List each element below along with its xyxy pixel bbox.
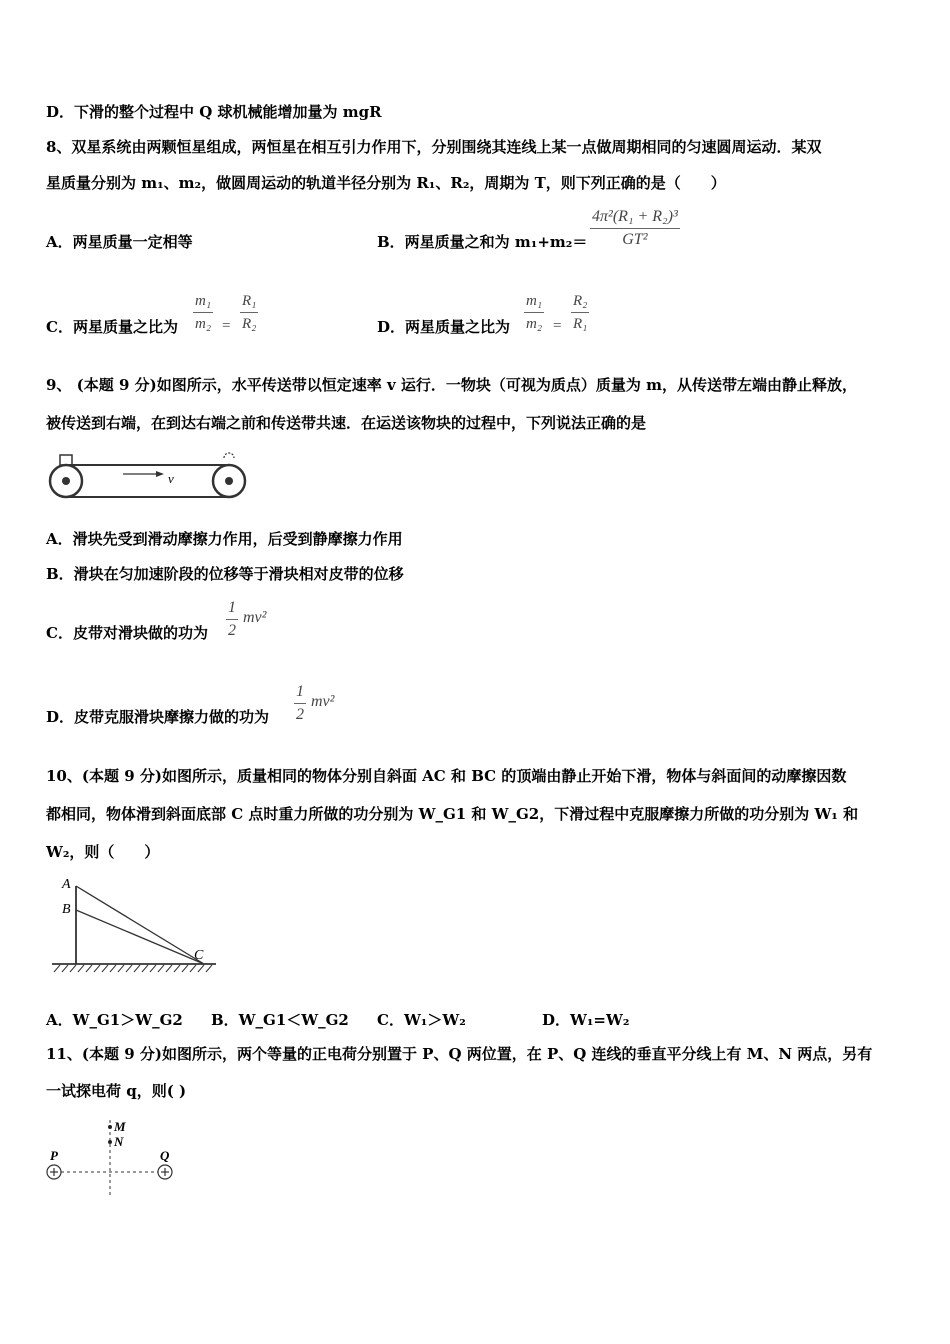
point-n-label: N — [114, 1134, 124, 1149]
q8-option-d-left-num: m₁ — [524, 290, 544, 313]
q10-stem-line1: 10、(本题 9 分)如图所示，质量相同的物体分别自斜面 AC 和 BC 的顶端由静止开始下滑，物体与斜面间的动摩擦因数 — [46, 767, 847, 785]
q10-option-c: C．W₁＞W₂ — [377, 1011, 466, 1029]
q8-option-b: B．两星质量之和为 m₁+m₂＝ — [377, 233, 588, 251]
left-pulley-axle — [62, 477, 70, 485]
point-c-label: C — [194, 948, 204, 963]
charges-figure — [40, 1116, 185, 1198]
q9-option-d-num: 1 — [294, 681, 306, 704]
q8-option-c: C．两星质量之比为 — [46, 318, 178, 336]
q9-option-c-fraction — [226, 597, 238, 642]
q7-option-d: D．下滑的整个过程中 Q 球机械能增加量为 mgR — [46, 103, 382, 121]
incline-bc — [76, 910, 204, 964]
incline-ac — [76, 886, 204, 964]
q9-stem-line1: 9、 (本题 9 分)如图所示，水平传送带以恒定速率 v 运行．一物块（可视为质点）质量为 m，从传送带左端由静止释放， — [46, 376, 857, 394]
q8-option-d-right-fraction — [571, 290, 589, 335]
q8-option-c-right-den: R₂ — [242, 316, 257, 332]
point-m — [108, 1125, 112, 1129]
q8-option-c-left-den: m₂ — [195, 316, 212, 332]
velocity-label: v — [168, 471, 174, 486]
q9-option-c-den: 2 — [228, 622, 236, 639]
q8-option-c-left-num: m₁ — [193, 290, 213, 313]
q8-option-d-right-den: R₁ — [573, 316, 588, 332]
ground-hatching — [54, 965, 212, 972]
q8-stem-line2: 星质量分别为 m₁、m₂，做圆周运动的轨道半径分别为 R₁、R₂，周期为 T，则下列正确的是（ ） — [46, 174, 726, 192]
q10-option-b: B．W_G1＜W_G2 — [211, 1011, 349, 1029]
q11-stem-line2: 一试探电荷 q，则( ) — [46, 1082, 187, 1100]
incline-figure — [46, 872, 221, 980]
q8-option-b-numerator: 4π²(R₁ + R₂)³ — [590, 206, 680, 229]
q8-stem-line1: 8、双星系统由两颗恒星组成，两恒星在相互引力作用下，分别围绕其连线上某一点做周期相同的匀速圆周运动．某双 — [46, 138, 822, 156]
q9-option-a: A．滑块先受到滑动摩擦力作用，后受到静摩擦力作用 — [46, 530, 403, 548]
point-m-label: M — [114, 1119, 126, 1134]
q9-option-c-num: 1 — [226, 597, 238, 620]
point-q-label: Q — [160, 1148, 170, 1163]
q9-option-d-den: 2 — [296, 706, 304, 723]
q8-option-d: D．两星质量之比为 — [377, 318, 511, 336]
q8-option-b-denominator: GT² — [622, 231, 648, 248]
q10-option-d: D．W₁=W₂ — [542, 1011, 630, 1029]
block-end-dashed — [224, 453, 234, 458]
point-b-label: B — [62, 902, 71, 917]
point-n — [108, 1140, 112, 1144]
q9-option-d-fraction — [294, 681, 306, 726]
q8-option-c-right-fraction — [240, 290, 258, 335]
right-pulley-axle — [225, 477, 233, 485]
q8-option-b-fraction — [590, 206, 680, 251]
q8-option-c-left-fraction — [193, 290, 213, 335]
point-p-label: P — [50, 1148, 58, 1163]
q10-stem-line2: 都相同，物体滑到斜面底部 C 点时重力所做的功分别为 W_G1 和 W_G2，下滑过程中克服摩擦力所做的功分别为 W₁ 和 — [46, 805, 859, 823]
q8-option-c-equals: = — [222, 318, 231, 334]
q9-option-b: B．滑块在匀加速阶段的位移等于滑块相对皮带的位移 — [46, 565, 404, 583]
q8-option-d-left-den: m₂ — [526, 316, 543, 332]
q8-option-d-right-num: R₂ — [571, 290, 589, 313]
q11-stem-line1: 11、(本题 9 分)如图所示，两个等量的正电荷分别置于 P、Q 两位置，在 P、Q 连线的垂直平分线上有 M、N 两点，另有 — [46, 1045, 873, 1063]
q9-option-c-mv2: mv² — [243, 609, 267, 626]
q9-option-d: D．皮带克服滑块摩擦力做的功为 — [46, 708, 270, 726]
velocity-arrowhead — [156, 471, 164, 477]
q10-stem-line3: W₂，则（ ） — [46, 843, 160, 861]
q10-option-a: A．W_G1＞W_G2 — [46, 1011, 183, 1029]
conveyor-belt-figure — [46, 452, 250, 502]
q8-option-c-right-num: R₁ — [240, 290, 258, 313]
q9-option-c: C．皮带对滑块做的功为 — [46, 624, 208, 642]
q8-option-d-equals: = — [553, 318, 562, 334]
q8-option-d-left-fraction — [524, 290, 544, 335]
q8-option-a: A．两星质量一定相等 — [46, 233, 193, 251]
block — [60, 455, 72, 465]
q9-option-d-mv2: mv² — [311, 693, 335, 710]
point-a-label: A — [62, 877, 71, 892]
q9-stem-line2: 被传送到右端，在到达右端之前和传送带共速．在运送该物块的过程中，下列说法正确的是 — [46, 414, 647, 432]
